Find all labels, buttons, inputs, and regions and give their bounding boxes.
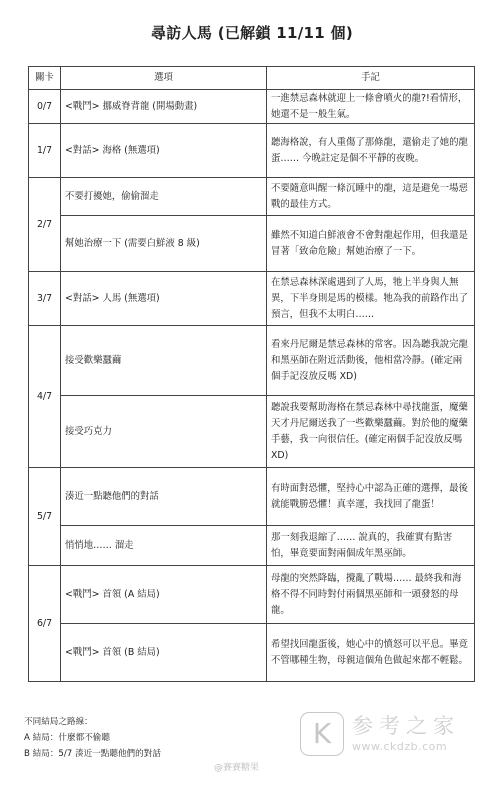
ending-b-route: B 結局：5/7 湊近一點聽他們的對話 bbox=[24, 749, 161, 759]
note-cell: 雖然不知道白鮮液會不會對龍起作用，但我還是冒著「致命危險」幫她治療了一下。 bbox=[267, 216, 475, 272]
watermark-url: www.ckdzb.com bbox=[352, 740, 448, 753]
choice-cell: <戰鬥> 首領 (B 結局) bbox=[61, 624, 267, 682]
choice-cell: <對話> 人馬 (無選項) bbox=[61, 272, 267, 326]
table-row bbox=[29, 468, 475, 526]
stage-cell: 0/7 bbox=[29, 90, 61, 124]
watermark-logo-icon: K bbox=[300, 712, 344, 756]
stage-cell: 6/7 bbox=[29, 566, 61, 682]
stage-cell: 1/7 bbox=[29, 124, 61, 178]
choice-cell: 接受巧克力 bbox=[61, 396, 267, 468]
note-cell: 聽海格說，有人重傷了那條龍，還偷走了她的龍蛋…… 今晚註定是個不平靜的夜晚。 bbox=[267, 124, 475, 178]
table-row bbox=[29, 396, 475, 468]
note-cell: 一進禁忌森林就迎上一條會噴火的龍?!看情形，她還不是一般生氣。 bbox=[267, 90, 475, 124]
choice-cell: 不要打擾她，偷偷溜走 bbox=[61, 178, 267, 216]
ending-a-route: A 結局：什麼都不偷聽 bbox=[24, 733, 110, 743]
note-cell: 聽說我要幫助海格在禁忌森林中尋找龍蛋，魔藥天才丹尼爾送我了一些歡樂蠶繭。對於他的魔藥手藝，我一向很信任。(確定兩個手記沒放反嗎 XD) bbox=[267, 396, 475, 468]
note-cell: 那一刻我退縮了…… 說真的，我確實有點害怕，畢竟要面對兩個成年黑巫師。 bbox=[267, 526, 475, 566]
choice-cell: 幫她治療一下 (需要白鮮液 8 級) bbox=[61, 216, 267, 272]
table-row bbox=[29, 90, 475, 124]
note-cell: 看來丹尼爾是禁忌森林的常客。因為聽我說完龍和黑巫師在附近活動後，他相當冷靜。(確定兩個手記沒放反嗎 XD) bbox=[267, 326, 475, 396]
choice-cell: <戰鬥> 首領 (A 結局) bbox=[61, 566, 267, 624]
note-cell: 在禁忌森林深處遇到了人馬，牠上半身與人無異，下半身則是馬的模樣。牠為我的前路作出了預言，但我不太明白…… bbox=[267, 272, 475, 326]
table-header-row bbox=[29, 67, 475, 90]
choice-cell: <戰鬥> 挪威脊背龍 (開場動畫) bbox=[61, 90, 267, 124]
choice-cell: 湊近一點聽他們的對話 bbox=[61, 468, 267, 526]
choice-cell: 接受歡樂蠶繭 bbox=[61, 326, 267, 396]
ending-routes bbox=[24, 714, 161, 762]
page-title: 尋訪人馬 (已解鎖 11/11 個) bbox=[150, 24, 353, 42]
stage-cell: 3/7 bbox=[29, 272, 61, 326]
note-cell: 母龍的突然降臨，攪亂了戰場…… 最終我和海格不得不同時對付兩個黑巫師和一頭發怒的母龍。 bbox=[267, 566, 475, 624]
table-row bbox=[29, 624, 475, 682]
note-cell: 希望找回龍蛋後，她心中的憤怒可以平息。畢竟不管哪種生物，母親這個角色做起來都不輕鬆。 bbox=[267, 624, 475, 682]
table-row bbox=[29, 566, 475, 624]
ending-routes-heading: 不同結局之路線： bbox=[24, 717, 93, 727]
choice-cell: <對話> 海格 (無選項) bbox=[61, 124, 267, 178]
choice-cell: 悄悄地…… 溜走 bbox=[61, 526, 267, 566]
stage-cell: 5/7 bbox=[29, 468, 61, 566]
stage-cell: 4/7 bbox=[29, 326, 61, 468]
table-row bbox=[29, 326, 475, 396]
table-row bbox=[29, 124, 475, 178]
table-row bbox=[29, 216, 475, 272]
table-row bbox=[29, 526, 475, 566]
table-row bbox=[29, 178, 475, 216]
header-choice: 選項 bbox=[61, 67, 267, 90]
header-note: 手記 bbox=[267, 67, 475, 90]
stage-cell: 2/7 bbox=[29, 178, 61, 272]
header-stage: 關卡 bbox=[29, 67, 61, 90]
table-row bbox=[29, 272, 475, 326]
note-cell: 不要隨意叫醒一條沉睡中的龍，這是避免一場惡戰的最佳方式。 bbox=[267, 178, 475, 216]
watermark-weibo-handle: @賽賽糖果 bbox=[214, 763, 260, 773]
watermark-site-name: 参考之家 bbox=[352, 714, 460, 738]
note-cell: 有時面對恐懼，堅持心中認為正確的選擇，最後就能戰勝恐懼！真幸運，我找回了龍蛋！ bbox=[267, 468, 475, 526]
quest-table bbox=[28, 66, 475, 682]
